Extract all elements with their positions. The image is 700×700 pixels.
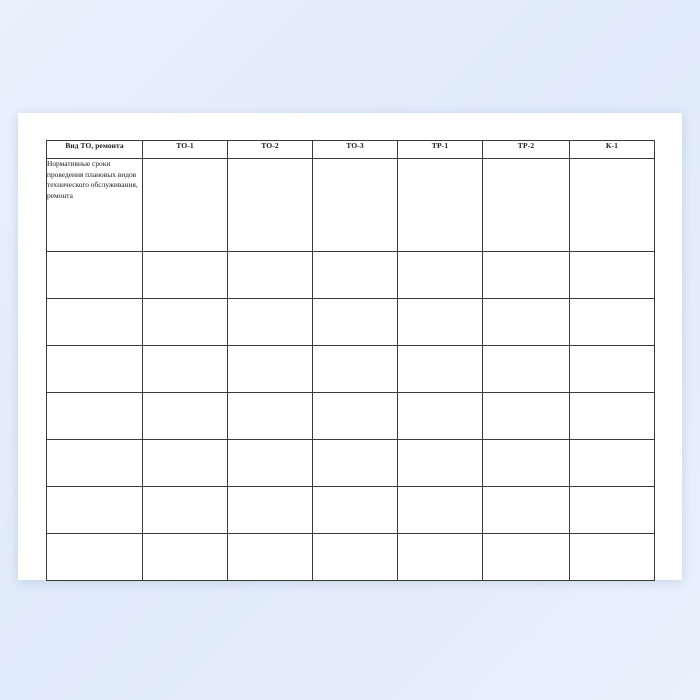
cell-k1: [570, 487, 655, 534]
column-header-to1: ТО-1: [143, 141, 228, 159]
cell-to1: [143, 252, 228, 299]
table-body: [47, 159, 655, 581]
document-sheet: [18, 113, 682, 580]
row-label-cell: [47, 299, 143, 346]
column-header-tr2: ТР-2: [483, 141, 570, 159]
cell-to1: [143, 487, 228, 534]
cell-k1: [570, 159, 655, 252]
cell-k1: [570, 346, 655, 393]
cell-to1: [143, 299, 228, 346]
cell-k1: [570, 393, 655, 440]
cell-tr2: [483, 252, 570, 299]
cell-to1: [143, 346, 228, 393]
table-row: [47, 534, 655, 581]
table-row: [47, 346, 655, 393]
cell-to3: [313, 487, 398, 534]
cell-tr1: [398, 534, 483, 581]
cell-to1: [143, 159, 228, 252]
cell-to1: [143, 393, 228, 440]
cell-to3: [313, 346, 398, 393]
cell-tr1: [398, 159, 483, 252]
table-container: [46, 140, 654, 581]
cell-tr1: [398, 299, 483, 346]
table-row: [47, 440, 655, 487]
row-label-cell: [47, 487, 143, 534]
table-row: [47, 252, 655, 299]
cell-to3: [313, 252, 398, 299]
column-header-to3: ТО-3: [313, 141, 398, 159]
table-row: [47, 159, 655, 252]
cell-to2: [228, 346, 313, 393]
cell-to2: [228, 440, 313, 487]
table-row: [47, 299, 655, 346]
cell-to1: [143, 440, 228, 487]
cell-tr1: [398, 252, 483, 299]
row-label-cell: [47, 252, 143, 299]
cell-k1: [570, 440, 655, 487]
cell-to2: [228, 299, 313, 346]
cell-tr1: [398, 393, 483, 440]
cell-to3: [313, 159, 398, 252]
row-label-text: Нормативные сроки проведения плановых видов технического обслуживания, ремонта: [47, 159, 138, 200]
cell-k1: [570, 252, 655, 299]
cell-to3: [313, 393, 398, 440]
cell-k1: [570, 299, 655, 346]
cell-tr2: [483, 487, 570, 534]
cell-to3: [313, 534, 398, 581]
cell-tr2: [483, 299, 570, 346]
cell-tr1: [398, 346, 483, 393]
row-label-cell: [47, 534, 143, 581]
cell-k1: [570, 534, 655, 581]
cell-to1: [143, 534, 228, 581]
cell-to2: [228, 487, 313, 534]
cell-tr1: [398, 440, 483, 487]
column-header-tr1: ТР-1: [398, 141, 483, 159]
row-label-cell: [47, 159, 143, 252]
table-row: [47, 487, 655, 534]
cell-tr2: [483, 534, 570, 581]
maintenance-schedule-table: [46, 140, 655, 581]
table-header: [47, 141, 655, 159]
cell-tr2: [483, 159, 570, 252]
row-label-cell: [47, 440, 143, 487]
cell-to3: [313, 440, 398, 487]
cell-tr2: [483, 393, 570, 440]
column-header-to2: ТО-2: [228, 141, 313, 159]
column-header-k1: К-1: [570, 141, 655, 159]
cell-to2: [228, 393, 313, 440]
cell-to2: [228, 534, 313, 581]
cell-tr2: [483, 440, 570, 487]
row-label-cell: [47, 346, 143, 393]
row-label-cell: [47, 393, 143, 440]
column-header-type: Вид ТО, ремонта: [47, 141, 143, 159]
cell-to2: [228, 252, 313, 299]
cell-to3: [313, 299, 398, 346]
cell-to2: [228, 159, 313, 252]
cell-tr2: [483, 346, 570, 393]
table-header-row: [47, 141, 655, 159]
cell-tr1: [398, 487, 483, 534]
table-row: [47, 393, 655, 440]
